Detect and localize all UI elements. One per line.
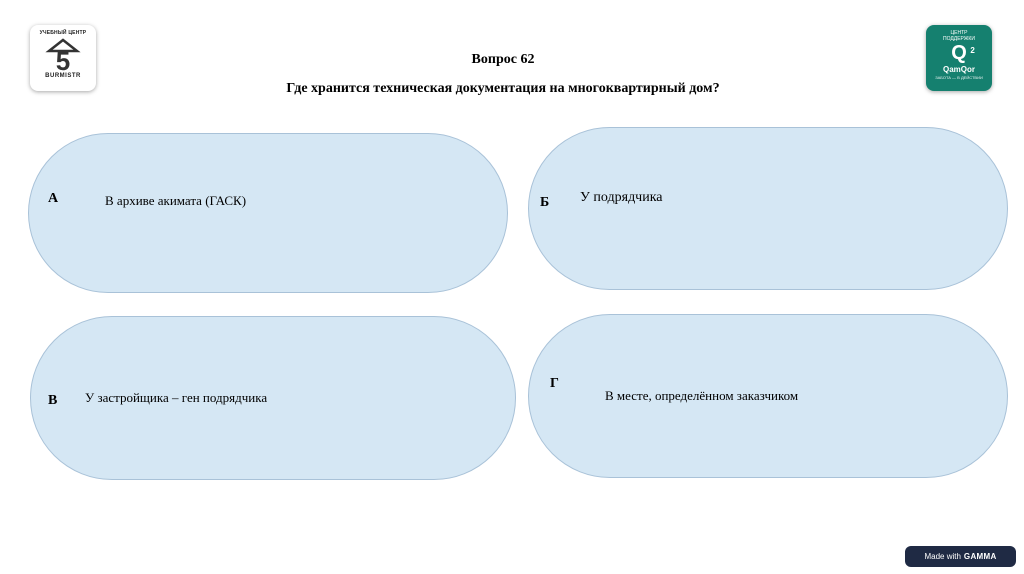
option-b-pill[interactable] [528, 127, 1008, 290]
logo-q-sup: 2 [970, 46, 975, 55]
option-c-text: У застройщика – ген подрядчика [85, 390, 268, 405]
logo-tagline: ЗАБОТА — В ДЕЙСТВИИ [935, 75, 983, 80]
option-a-pill[interactable] [28, 133, 508, 293]
logo-bottom-text: BURMISTR [45, 73, 81, 79]
option-b-letter: Б [540, 195, 550, 210]
option-d-pill[interactable] [528, 314, 1008, 478]
option-d-text: В месте, определённом заказчиком [605, 388, 799, 403]
option-a-text: В архиве акимата (ГАСК) [105, 193, 247, 208]
option-d-letter: Г [550, 376, 559, 391]
logo-number: 5 [55, 46, 71, 73]
made-with-gamma-badge[interactable] [905, 546, 1016, 567]
question-number: Вопрос 62 [471, 52, 535, 67]
badge-brand: GAMMA [963, 552, 997, 561]
logo-top-text: УЧЕБНЫЙ ЦЕНТР [39, 30, 87, 36]
logo-q-mark: Q [951, 42, 967, 64]
option-b-text: У подрядчика [580, 190, 663, 205]
option-a-letter: А [48, 191, 59, 206]
logo-name: QamQor [942, 65, 975, 74]
option-c-letter: В [48, 393, 58, 408]
option-c-pill[interactable] [30, 316, 516, 480]
badge-prefix: Made with [924, 552, 961, 561]
logo-support-text: ЦЕНТР ПОДДЕРЖКИ [943, 30, 975, 42]
question-text: Где хранится техническая документация на многоквартирный дом? [286, 81, 720, 96]
